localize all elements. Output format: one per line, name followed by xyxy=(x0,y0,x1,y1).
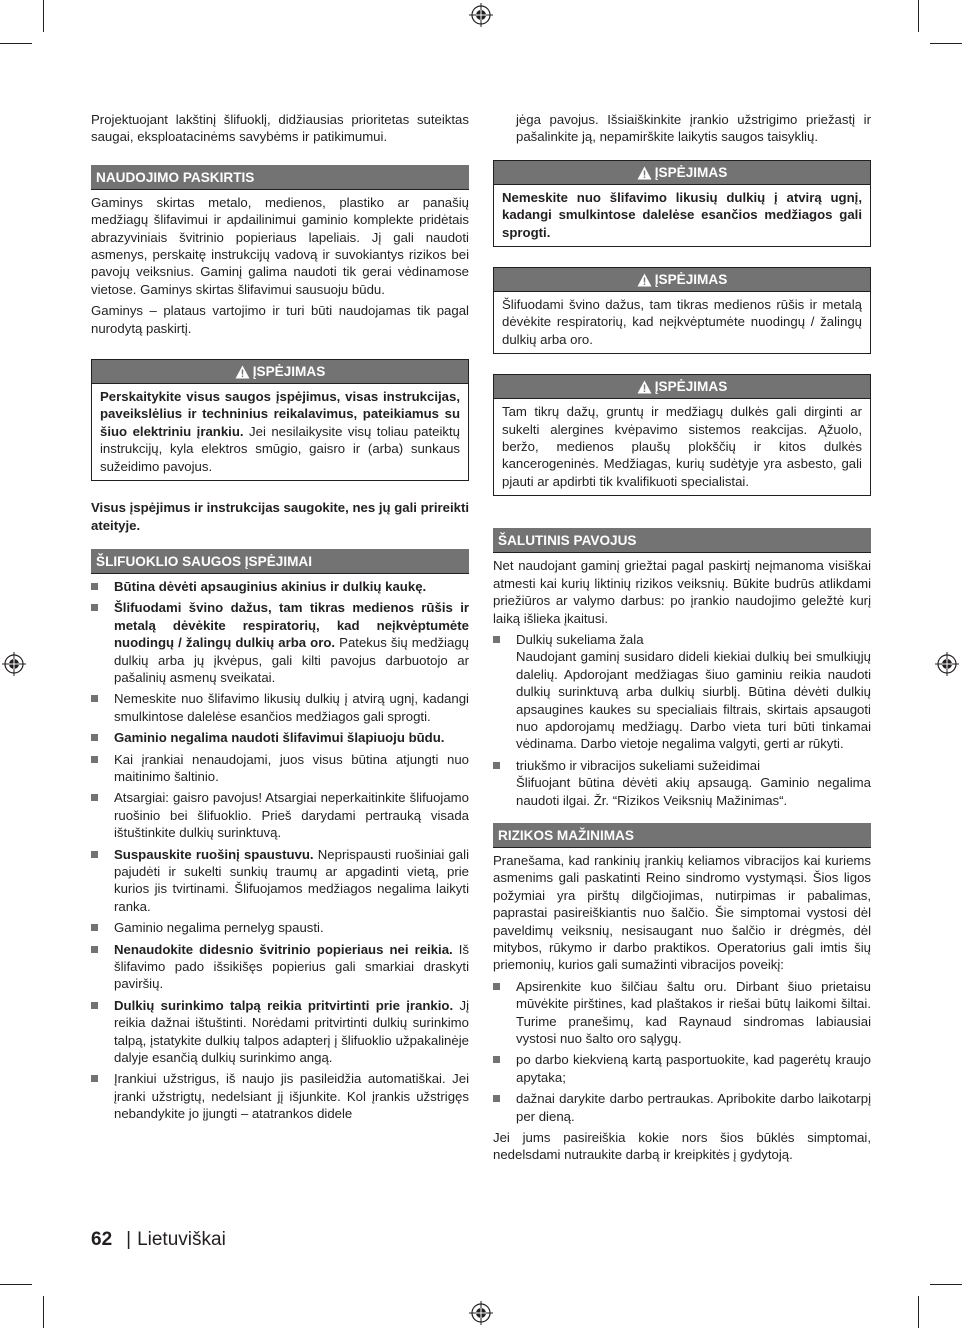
list-item: Dulkių surinkimo talpą reikia pritvirtinti prie įrankio. Jį reikia dažnai ištuštinti. Norėdami pritvirtinti dulkių surinkimo talpą, įstatykite dulkių talpos adapterį į šlifuoklio užpakalinėje dalyje esančią dulkių surinkimo angą. xyxy=(91,997,469,1067)
warning-body: Šlifuodami švino dažus, tam tikras medienos rūšis ir metalą dėvėkite respiratorių, kad neįkvėptumėte nuodingų / žalingų dulkių arba oro. xyxy=(502,297,862,347)
continuation-paragraph: jėga pavojus. Išsiaiškinkite įrankio užstrigimo priežastį ir pašalinkite ją, nepamirškite laikytis saugos taisyklių. xyxy=(516,112,871,145)
list-item: Nenaudokite didesnio švitrinio popieriaus nei reikia. Iš šlifavimo pado išsikišęs popierius gali smarkiai draskyti paviršių. xyxy=(91,941,469,993)
left-column xyxy=(91,111,469,1127)
warning-triangle-icon xyxy=(637,380,652,394)
page-number: 62 xyxy=(91,1229,113,1250)
list-item: Gaminio negalima pernelyg spausti. xyxy=(91,919,469,936)
warning-box xyxy=(493,267,871,354)
list-item: Suspauskite ruošinį spaustuvu. Neprispausti ruošiniai gali pajudėti ir sukelti sunkių traumų ar apgadinti vietą, prie kurios jis tvirtinami. Šlifuojamos medžiagos negalima laikyti ranka. xyxy=(91,846,469,916)
page-footer xyxy=(91,1229,226,1251)
footer-language: Lietuviškai xyxy=(137,1229,226,1250)
warning-box xyxy=(91,359,469,481)
list-item: Būtina dėvėti apsauginius akinius ir dulkių kaukę. xyxy=(91,578,469,595)
warning-header: ĮSPĖJIMAS xyxy=(494,161,870,185)
risk-list xyxy=(493,978,871,1125)
risk-paragraph: Pranešama, kad rankinių įrankių keliamos vibracijos kai kuriems asmenims gali paskatinti Reino sindromo vystymąsi. Šios ligos požymiai yra pirštų dilgčiojimas, nutirpimas ir pabalimas, paprastai pasireiškiantis nuo šalčio. Šie simptomai vystosi dėl paveldimų veiksnių, nesisaugant nuo šalčio ir drėgmės, dėl mitybos, rūkymo ir darbo praktikos. Operatorius gali imtis šių priemonių, kurios gali sumažinti vibracijos poveikį: xyxy=(493,852,871,973)
warning-box xyxy=(493,374,871,496)
warning-body: Nemeskite nuo šlifavimo likusių dulkių į atvirą ugnį, kadangi smulkintose dalelėse esančios medžiagos gali sprogti. xyxy=(502,189,862,240)
crop-mark xyxy=(0,1284,32,1285)
warning-text: Jei nesilaikysite visų toliau pateiktų instrukcijų, kyla elektros smūgio, gaisro ir (arba) sunkaus sužeidimo pavojus. xyxy=(100,423,460,474)
crop-mark xyxy=(0,43,32,44)
warning-triangle-icon xyxy=(637,273,652,287)
warning-body xyxy=(92,384,468,480)
warning-header: ĮSPĖJIMAS xyxy=(494,268,870,292)
section-heading-risk: RIZIKOS MAŽINIMAS xyxy=(493,823,871,848)
intro-paragraph: Projektuojant lakštinį šlifuoklį, didžiausias prioritetas suteiktas saugai, eksploatacinėms savybėms ir patikimumui. xyxy=(91,112,469,145)
warning-bold-text: Perskaitykite visus saugos įspėjimus, visas instrukcijas, paveikslėlius ir techninius reikalavimus, pateikiamus su šiuo elektriniu įrankiu. xyxy=(100,389,460,439)
keep-instructions-note: Visus įspėjimus ir instrukcijas saugokite, nes jų gali prireikti ateityje. xyxy=(91,500,469,533)
residual-list xyxy=(493,631,871,809)
safety-list xyxy=(91,578,469,1123)
list-item: Kai įrankiai nenaudojami, juos visus būtina atjungti nuo maitinimo šaltinio. xyxy=(91,751,469,786)
crop-mark xyxy=(930,43,962,44)
list-item: dažnai darykite darbo pertraukas. Apribokite darbo laikotarpį per dieną. xyxy=(493,1090,871,1125)
section-heading-usage: NAUDOJIMO PASKIRTIS xyxy=(91,165,469,190)
registration-mark-icon xyxy=(469,3,493,27)
usage-paragraph: Gaminys skirtas metalo, medienos, plastiko ar panašių medžiagų šlifavimui ir apdailinimui gaminio komplekte pridėtais abrazyviniais švitrinio popieriaus lapeliais. Jį gali naudoti asmenys, perskaitę instrukcijų vadovą ir suvokiantys rizikos bei pavojų veiksnius. Gaminį galima naudoti tik gerai vėdinamose vietose. Gaminys skirtas šlifavimui sausuoju būdu. xyxy=(91,194,469,297)
section-heading-residual: ŠALUTINIS PAVOJUS xyxy=(493,528,871,553)
list-item: Įrankiui užstrigus, iš naujo jis pasileidžia automatiškai. Jei įranki užstrigtų, nedelsiant jį išjunkite. Kol įrankis užstrigęs nebandykite jo įjungti – atatrankos didele xyxy=(91,1070,469,1122)
usage-paragraph: Gaminys – plataus vartojimo ir turi būti naudojamas tik pagal nurodytą paskirtį. xyxy=(91,303,469,336)
right-column xyxy=(493,111,871,1168)
crop-mark xyxy=(918,0,919,32)
list-item: Šlifuodami švino dažus, tam tikras medienos rūšis ir metalą dėvėkite respiratorių, kad neįkvėptumėte nuodingų / žalingų dulkių arba oro. Patekus šių medžiagų dulkių arba jų įkvėpus, gali kilti pavojus darbuotojo ar pašalinių asmenų sveikatai. xyxy=(91,599,469,686)
registration-mark-icon xyxy=(2,652,26,676)
list-item: Apsirenkite kuo šilčiau šaltu oru. Dirbant šiuo prietaisu mūvėkite pirštines, kad plaštakos ir riešai būtų laikomi šiltai. Turime pranešimų, kad Raynaud sindromas labiausiai vystosi nuo šalto oro sąlygų. xyxy=(493,978,871,1048)
section-heading-safety: ŠLIFUOKLIO SAUGOS ĮSPĖJIMAI xyxy=(91,549,469,574)
crop-mark xyxy=(43,0,44,32)
closing-paragraph: Jei jums pasireiškia kokie nors šios būklės simptomai, nedelsdami nutraukite darbą ir kreipkitės į gydytoją. xyxy=(493,1130,871,1163)
registration-mark-icon xyxy=(469,1301,493,1325)
warning-body: Tam tikrų dažų, gruntų ir medžiagų dulkės gali dirginti ar sukelti alergines kvėpavimo sistemos reakcijas. Ąžuolo, beržo, medienos plaušų plokščių ir kitos dulkės kancerogeninės. Medžiagas, kurių sudėtyje yra asbesto, gali pjauti ar apdirbti tik kvalifikuoti specialistai. xyxy=(502,404,862,489)
footer-separator: | xyxy=(126,1229,132,1250)
warning-box xyxy=(493,160,871,247)
list-item: triukšmo ir vibracijos sukeliami sužeidimai Šlifuojant būtina dėvėti akių apsaugą. Gaminio negalima naudoti ilgai. Žr. “Rizikos Veiksnių Mažinimas“. xyxy=(493,757,871,809)
warning-label: ĮSPĖJIMAS xyxy=(252,364,326,380)
warning-header xyxy=(92,360,468,384)
warning-triangle-icon xyxy=(235,365,250,379)
registration-mark-icon xyxy=(935,652,959,676)
crop-mark xyxy=(43,1296,44,1328)
warning-header: ĮSPĖJIMAS xyxy=(494,375,870,399)
list-item: Atsargiai: gaisro pavojus! Atsargiai neperkaitinkite šlifuojamo ruošinio bei šlifuoklio. Prieš darydami pertrauką visada ištuštinkite dulkių surinktuvą. xyxy=(91,789,469,841)
list-item: Dulkių sukeliama žala Naudojant gaminį susidaro dideli kiekiai dulkių bei smulkiųjų dalelių. Apdorojant medžiagas šiuo gaminiu reikia naudoti dulkių surinktuvą arba dulkių siurblį. Būtina dėvėti dulkių apsaugines kaukes su specialiais filtrais, skirtais apsaugoti nuo apdorojamų medžiagų. Darbo vieta turi būti tinkamai vėdinama. Darbo vietoje negalima valgyti, gerti ar rūkyti. xyxy=(493,631,871,753)
list-item: Nemeskite nuo šlifavimo likusių dulkių į atvirą ugnį, kadangi smulkintose dalelėse esančios medžiagos gali sprogti. xyxy=(91,690,469,725)
warning-triangle-icon xyxy=(637,166,652,180)
residual-paragraph: Net naudojant gaminį griežtai pagal paskirtį neįmanoma visiškai atmesti kai kurių liktinių rizikos veiksnių. Būkite budrūs atlikdami priežiūros ar valymo darbus: po įrankio naudojimo geležtė kurį laiką išlieka įkaitusi. xyxy=(493,558,871,626)
list-item: po darbo kiekvieną kartą pasportuokite, kad pagerėtų kraujo apytaka; xyxy=(493,1051,871,1086)
list-item: Gaminio negalima naudoti šlifavimui šlapiuoju būdu. xyxy=(91,729,469,746)
crop-mark xyxy=(918,1296,919,1328)
crop-mark xyxy=(930,1284,962,1285)
